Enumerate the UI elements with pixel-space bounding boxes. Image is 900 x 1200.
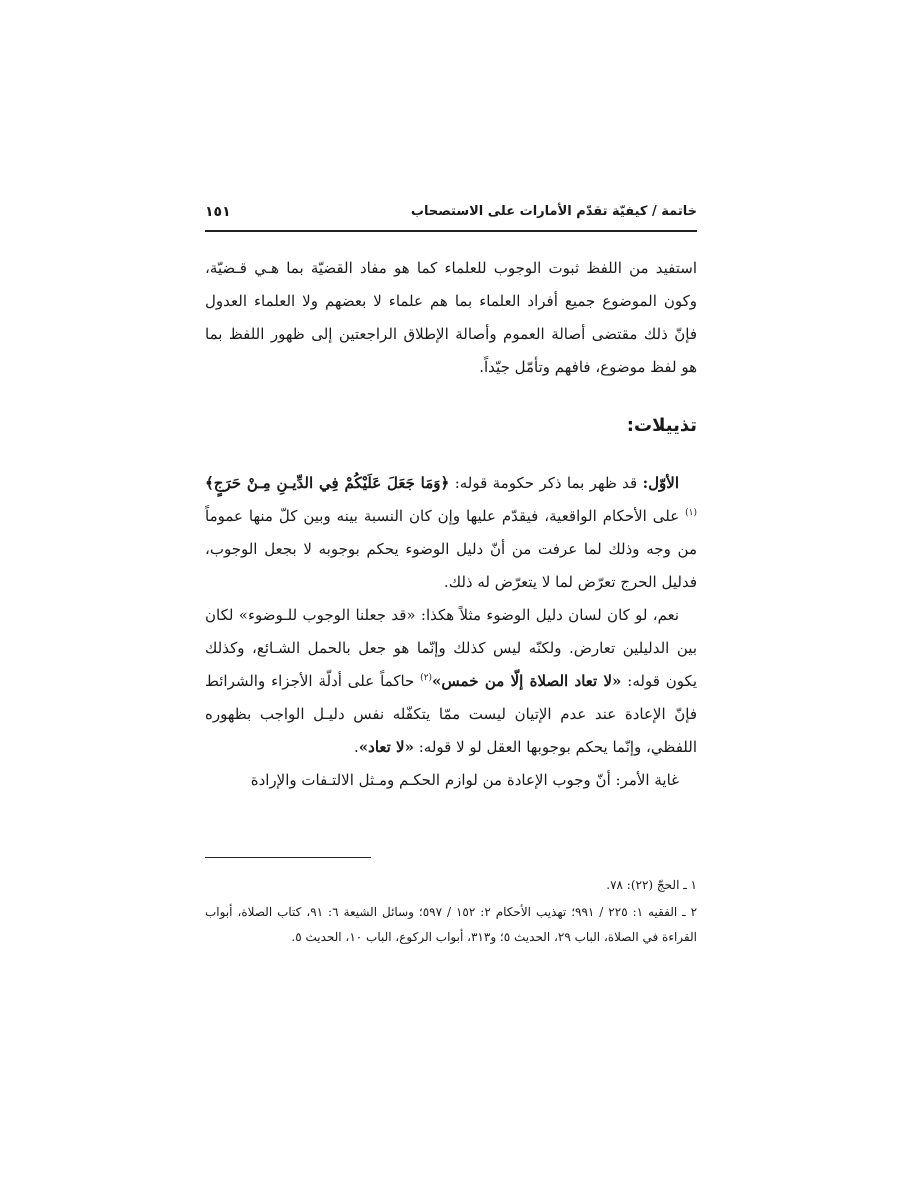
- para2-text-c: .: [353, 738, 359, 756]
- hadith-quote-short: «لا تعاد»: [358, 738, 414, 756]
- hadith-quote: «لا تعاد الصلاة إلّا من خمس»: [432, 672, 622, 690]
- first-appendix-paragraph: [205, 467, 697, 599]
- second-appendix-paragraph: [205, 599, 697, 764]
- section-heading: تذييلات:: [626, 415, 697, 436]
- quran-verse: ﴿وَمَا جَعَلَ عَلَيْكُمْ فِي الدِّيـنِ مِـنْ حَرَجٍ﴾: [205, 474, 450, 492]
- first-label: الأوّل:: [642, 474, 679, 492]
- footnote-rule: [205, 857, 371, 858]
- footnote-2: ٢ ـ الفقيه ١: ٢٢٥ / ٩٩١؛ تهذيب الأحكام ٢: ١٥٢ / ٥٩٧؛ وسائل الشيعة ٦: ٩١، كتاب الصلاة، أبواب القراءة في الصلاة، الباب ٢٩، الحديث ٥؛ و٣١٣، أبواب الركوع، الباب ١٠، الحديث ٥.: [205, 905, 698, 944]
- footnote-1: ١ ـ الحجّ (٢٢): ٧٨.: [606, 878, 697, 892]
- running-header: [205, 204, 697, 224]
- para2-text-a: نعم، لو كان لسان دليل الوضوء مثلاً هكذا: «قد جعلنا الوجوب للـوضوء» لكان بين الدليلين تعارض. ولكنّه ليس كذلك وإنّما هو جعل بالحمل الشـائع، وكذلك يكون قوله:: [205, 606, 697, 690]
- intro-paragraph: استفيد من اللفظ ثبوت الوجوب للعلماء كما هو مفاد القضيّة بما هـي قـضيّة، وكون الموضوع جميع أفراد العلماء بما هم علماء لا بعضهم ولا العلماء العدول فإنّ ذلك مقتضى أصالة العموم وأصالة الإطلاق الراجعتين إلى ظهور اللفظ بما هو لفظ موضوع، فافهم وتأمّل جيّداً.: [205, 259, 697, 376]
- third-appendix-paragraph: غاية الأمر: أنّ وجوب الإعادة من لوازم الحكـم ومـثل الالتـفات والإرادة: [250, 771, 679, 789]
- book-page: [205, 190, 697, 990]
- chapter-title: خاتمة / كيفيّة تقدّم الأمارات على الاستصحاب: [410, 204, 697, 219]
- header-rule: [205, 230, 697, 232]
- para1-text-b: على الأحكام الواقعية، فيقدّم عليها وإن كان النسبة بينه وبين كلّ منها عموماً من وجه وذلك لما عرفت من أنّ دليل الوضوء يحكم بوجوبه لا بجعل الوجوب، فدليل الحرج تعرّض لما لا يتعرّض له ذلك.: [205, 507, 697, 591]
- intro-block: [205, 252, 697, 384]
- para2-text-b: حاكماً على أدلّة الأجزاء والشرائط فإنّ الإعادة عند عدم الإتيان ليست ممّا يتكفّله نفس دليـل الواجب بظهوره اللفظي، وإنّما يحكم بوجوبها العقل لو لا قوله:: [205, 672, 697, 756]
- para1-text-a: قد ظهر بما ذكر حكومة قوله:: [449, 474, 643, 492]
- page-number: ١٥١: [205, 204, 231, 220]
- appendix-body: [205, 467, 697, 797]
- footnote-ref-2[interactable]: (٢): [420, 673, 433, 683]
- footnote-ref-1[interactable]: (١): [685, 508, 697, 518]
- footnotes: [205, 873, 697, 952]
